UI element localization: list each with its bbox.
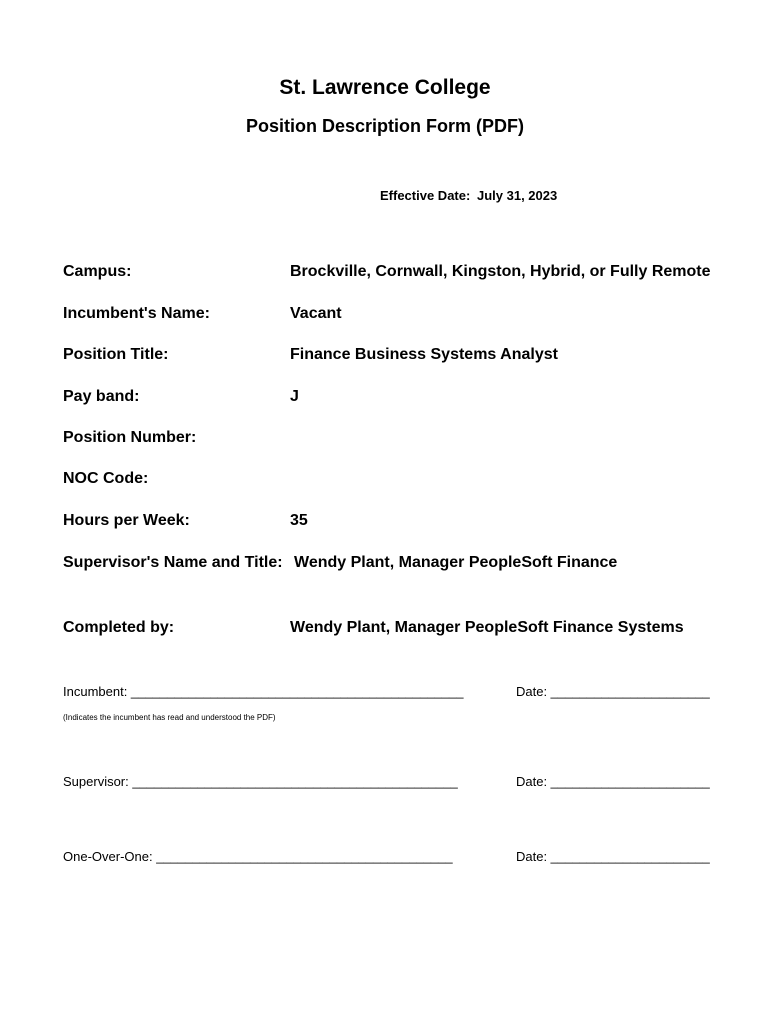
campus-label: Campus: [63,263,132,280]
effective-date-label: Effective Date: [380,188,471,203]
incumbent-date-line[interactable]: Date: ______________________ [516,684,710,699]
position-title-label: Position Title: [63,346,169,363]
incumbent-name-label: Incumbent's Name: [63,305,210,322]
supervisor-signature-line[interactable]: Supervisor: _____________________________________________ [63,774,458,789]
noc-code-label: NOC Code: [63,470,149,487]
hours-per-week-label: Hours per Week: [63,512,190,529]
form-title: St. Lawrence College [279,76,491,99]
hours-per-week-value: 35 [290,512,308,529]
supervisor-value: Wendy Plant, Manager PeopleSoft Finance [294,554,618,571]
campus-value: Brockville, Cornwall, Kingston, Hybrid, or Fully Remote [290,263,711,280]
effective-date-value: July 31, 2023 [477,188,558,203]
pay-band-value: J [290,388,299,405]
position-number-label: Position Number: [63,429,197,446]
incumbent-name-value: Vacant [290,305,342,322]
incumbent-signature-line[interactable]: Incumbent: ______________________________________________ [63,684,464,699]
pay-band-label: Pay band: [63,388,140,405]
incumbent-note: (Indicates the incumbent has read and understood the PDF) [63,713,276,722]
supervisor-label: Supervisor's Name and Title: [63,554,283,571]
form-subtitle: Position Description Form (PDF) [245,116,524,136]
supervisor-date-line[interactable]: Date: ______________________ [516,774,710,789]
one-over-one-date-line[interactable]: Date: ______________________ [516,849,710,864]
one-over-one-signature-line[interactable]: One-Over-One: _________________________________________ [63,849,453,864]
completed-by-label: Completed by: [63,619,175,636]
completed-by-value: Wendy Plant, Manager PeopleSoft Finance Systems [290,619,684,636]
position-title-value: Finance Business Systems Analyst [290,346,558,363]
